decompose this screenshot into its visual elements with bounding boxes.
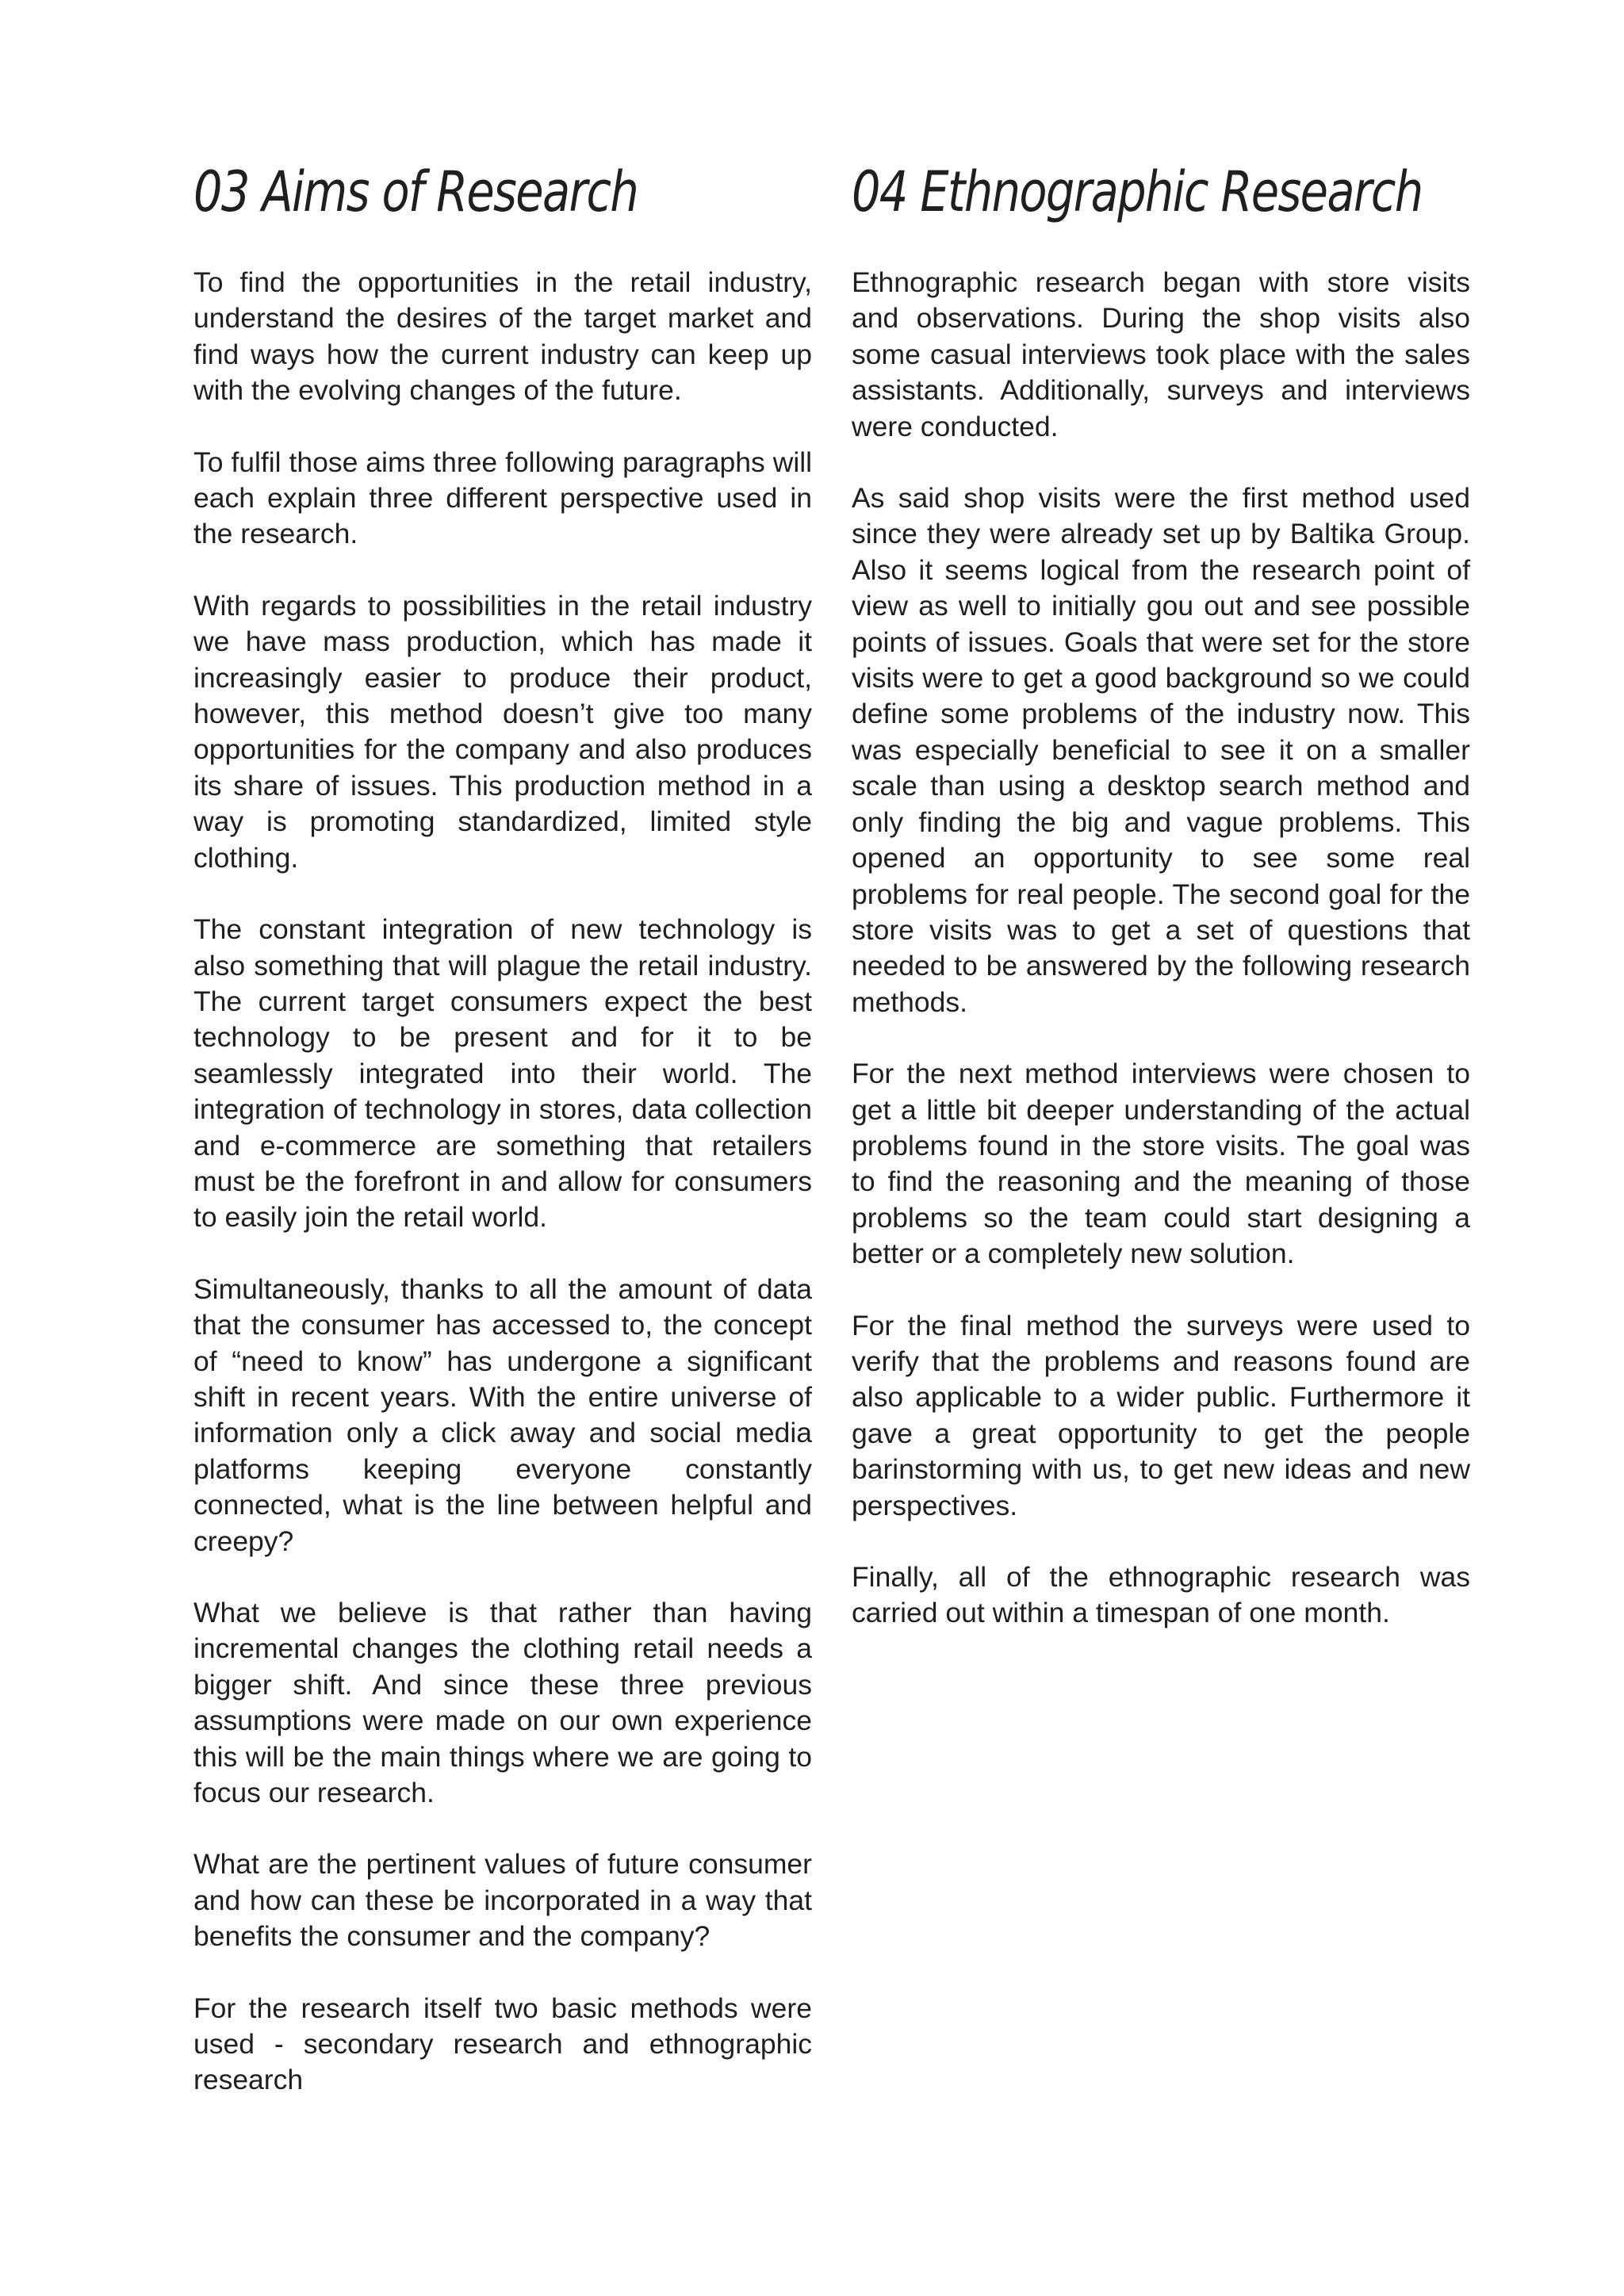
paragraph: With regards to possibilities in the retail industry we have mass production, which has made it increasingly easier to produce their product, however, this method doesn’t give too many opportunities for the company and also produces its share of issues. This production method in a way is promoting standardized, limited style clothing.: [193, 589, 812, 874]
paragraph: To fulfil those aims three following paragraphs will each explain three different perspective used in the research.: [193, 446, 812, 550]
paragraph: What are the pertinent values of future consumer and how can these be incorporated in a way that benefits the consumer and the company?: [193, 1848, 812, 1953]
paragraph: As said shop visits were the first method used since they were already set up by Baltika Group. Also it seems logical from the research point of view as well to initially gou out and see possible points of issues. Goals that were set for the store visits were to get a good background so we could define some problems of the industry now. This was especially beneficial to see it on a smaller scale than using a desktop search method and only finding the big and vague problems. This opened an opportunity to see some real problems for real people. The second goal for the store visits was to get a set of questions that needed to be answered by the following research methods.: [852, 482, 1470, 1018]
paragraph: Simultaneously, thanks to all the amount of data that the consumer has accessed to, the concept of “need to know” has undergone a significant shift in recent years. With the entire universe of information only a click away and social media platforms keeping everyone constantly connected, what is the line between helpful and creepy?: [193, 1272, 812, 1557]
aims-of-research-section: [193, 155, 812, 2134]
paragraph: Finally, all of the ethnographic research was carried out within a timespan of one month.: [852, 1561, 1470, 1629]
paragraph: For the final method the surveys were used to verify that the problems and reasons found are also applicable to a wider public. Furthermore it gave a great opportunity to get the people barinstorming with us, to get new ideas and new perspectives.: [852, 1309, 1470, 1521]
paragraph: What we believe is that rather than having incremental changes the clothing retail needs a bigger shift. And since these three previous assumptions were made on our own experience this will be the main things where we are going to focus our research.: [193, 1597, 812, 1809]
section-heading-ethnographic: 04 Ethnographic Research: [852, 159, 1423, 224]
paragraph: For the research itself two basic methods were used - secondary research and ethnographic research: [193, 1992, 812, 2096]
paragraph: To find the opportunities in the retail industry, understand the desires of the target market and find ways how the current industry can keep up with the evolving changes of the future.: [193, 266, 812, 407]
paragraph: For the next method interviews were chosen to get a little bit deeper understanding of the actual problems found in the store visits. The goal was to find the reasoning and the meaning of those problems so the team could start designing a better or a completely new solution.: [852, 1058, 1470, 1270]
paragraph: The constant integration of new technology is also something that will plague the retail industry. The current target consumers expect the best technology to be present and for it to be seamlessly integrated into their world. The integration of technology in stores, data collection and e-commerce are something that retailers must be the forefront in and allow for consumers to easily join the retail world.: [193, 913, 812, 1234]
paragraph: Ethnographic research began with store visits and observations. During the shop visits also some casual interviews took place with the sales assistants. Additionally, surveys and interviews were conducted.: [852, 266, 1470, 442]
section-heading-aims: 03 Aims of Research: [193, 159, 638, 224]
ethnographic-research-section: [852, 155, 1470, 1667]
